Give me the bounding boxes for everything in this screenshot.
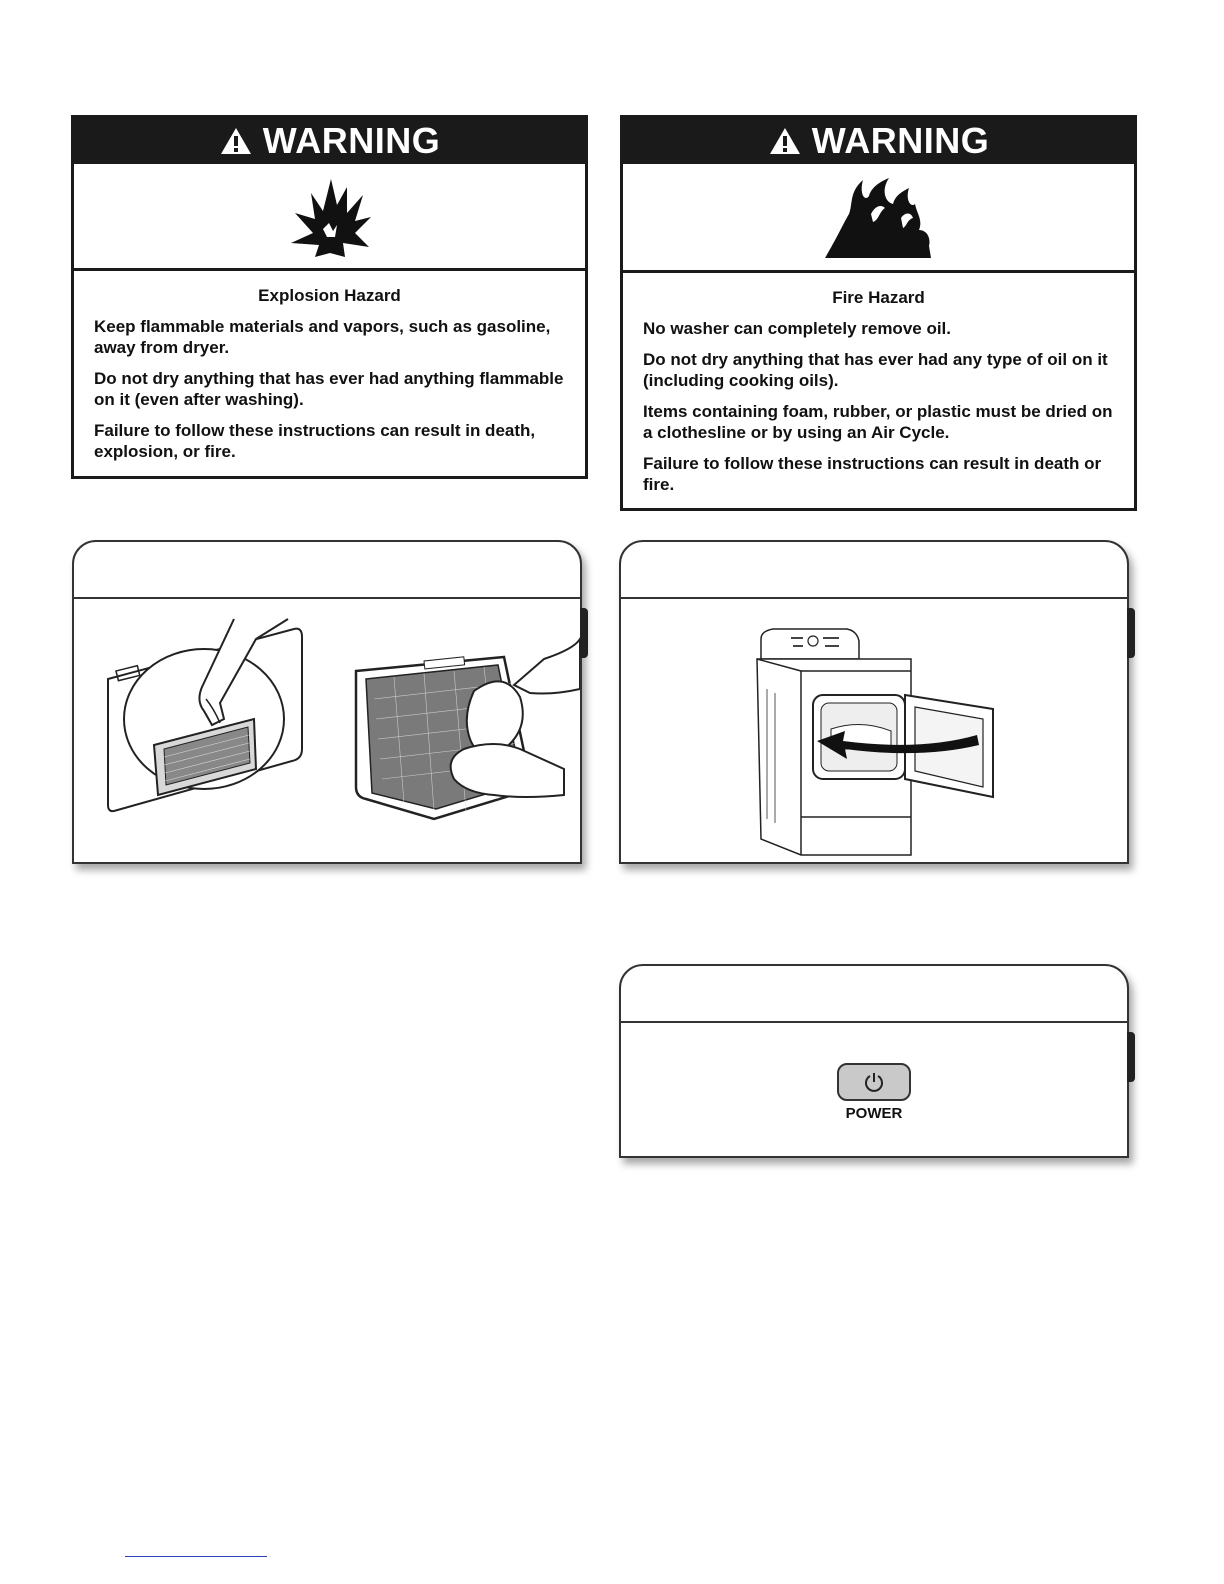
panel-tab [580, 608, 588, 658]
lint-screen-panel [72, 540, 582, 864]
hazard-title: Fire Hazard [832, 288, 925, 307]
warning-triangle-icon [219, 126, 253, 156]
explosion-icon-row [74, 164, 585, 271]
warning-line: Failure to follow these instructions can result in death, explosion, or fire. [94, 421, 536, 461]
warning-body [623, 273, 1134, 515]
warning-triangle-icon [768, 126, 802, 156]
dryer-loading-illustration [621, 599, 1127, 864]
panel-body [621, 1023, 1127, 1158]
warning-line: No washer can completely remove oil. [643, 319, 952, 338]
warning-body [74, 271, 585, 482]
dryer-loading-panel [619, 540, 1129, 864]
panel-tab [1127, 608, 1135, 658]
power-button[interactable] [837, 1063, 911, 1101]
warning-header [623, 118, 1134, 164]
panel-header [74, 542, 580, 599]
fire-icon [819, 174, 939, 260]
lint-screen-illustration [74, 599, 580, 864]
warning-heading: WARNING [811, 120, 990, 161]
warning-heading: WARNING [262, 120, 441, 161]
warning-fire-box [620, 115, 1137, 511]
warning-line: Keep flammable materials and vapors, such as gasoline, away from dryer. [94, 317, 551, 357]
warning-line: Do not dry anything that has ever had any type of oil on it (including cooking oils). [643, 350, 1108, 390]
panel-body [74, 599, 580, 864]
power-panel [619, 964, 1129, 1158]
warning-line: Failure to follow these instructions can result in death or fire. [643, 454, 1102, 494]
hazard-title: Explosion Hazard [258, 286, 401, 305]
panel-body [621, 599, 1127, 864]
fire-icon-row [623, 164, 1134, 273]
explosion-icon [285, 173, 375, 259]
power-button-label: POWER [845, 1105, 903, 1122]
warning-line: Items containing foam, rubber, or plastic must be dried on a clothesline or by using an Air Cycle. [643, 402, 1113, 442]
warning-header [74, 118, 585, 164]
panel-tab [1127, 1032, 1135, 1082]
footer-rule [125, 1556, 267, 1557]
warning-line: Do not dry anything that has ever had anything flammable on it (even after washing). [94, 369, 564, 409]
power-icon [863, 1071, 885, 1093]
warning-explosion-box [71, 115, 588, 479]
panel-header [621, 542, 1127, 599]
panel-header [621, 966, 1127, 1023]
